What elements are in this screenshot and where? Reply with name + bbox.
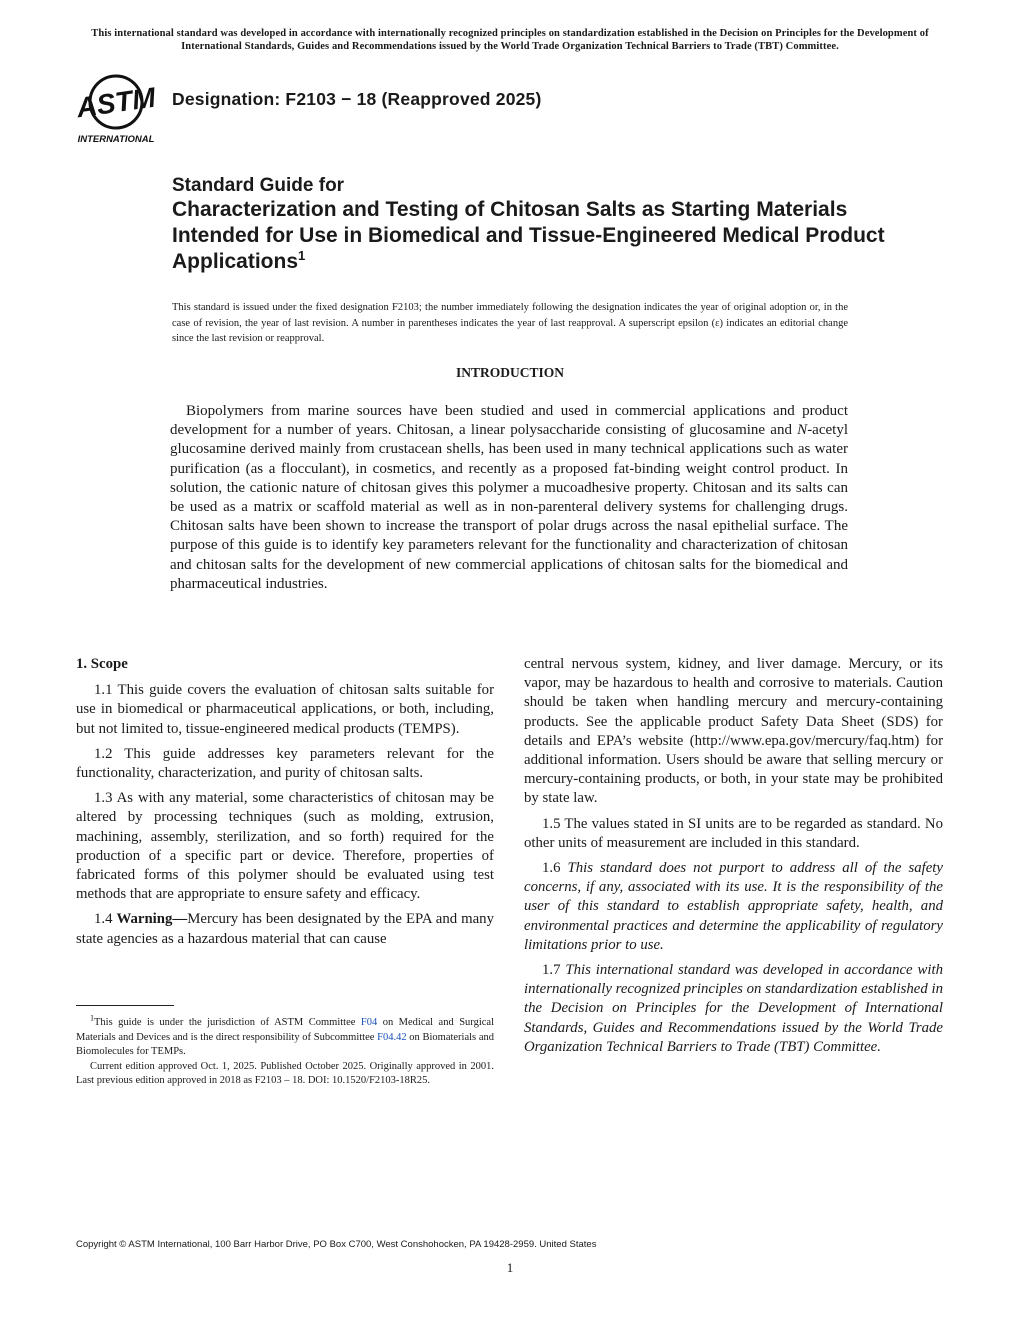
title-main-text: Characterization and Testing of Chitosan Salts as Starting Materials Intended for Use in Biomedical and Tissue-Engineered Medical Product Applications: [172, 198, 885, 273]
footnote-text-a: This guide is under the jurisdiction of ASTM Committee: [94, 1017, 361, 1028]
para-1-4-continued: central nervous system, kidney, and liver damage. Mercury, or its vapor, may be hazardous to health and corrosive to materials. Caution should be taken when handling mercury and mercury-containing products. See the applicable product Safety Data Sheet (SDS) for details and EPA’s website (http://www.epa.gov/mercury/faq.htm) for additional information. Users should be aware that selling mercury or mercury-containing products, or both, in your state may be prohibited by state law.: [524, 656, 943, 807]
intro-italic: N: [797, 422, 808, 439]
para-1-7: [524, 961, 943, 1057]
para-1-4-num: 1.4: [94, 911, 117, 928]
para-1-2: 1.2 This guide addresses key parameters relevant for the functionality, characterization, and purity of chitosan salts.: [76, 745, 494, 782]
designation: Designation: F2103 − 18 (Reapproved 2025): [172, 89, 542, 109]
subcommittee-link[interactable]: F04.42: [377, 1031, 407, 1043]
para-1-7-num: 1.7: [542, 962, 566, 979]
left-column: [76, 655, 494, 955]
para-1-5: 1.5 The values stated in SI units are to be regarded as standard. No other units of measurement are included in this standard.: [524, 815, 943, 851]
intro-text-a: Biopolymers from marine sources have been studied and used in commercial applications and product development for a number of years. Chitosan, a linear polysaccharide consisting of glucosamine and: [170, 403, 848, 439]
copyright: Copyright © ASTM International, 100 Barr Harbor Drive, PO Box C700, West Conshohocken, PA 19428-2959. United States: [76, 1239, 597, 1250]
para-1-3: 1.3 As with any material, some characteristics of chitosan may be altered by processing techniques (such as molding, extrusion, machining, assembly, sterilization, and so forth) required for the production of a specific part or device. Therefore, properties of fabricated forms of this polymer should be evaluated using test methods that are appropriate to ensure safety and efficacy.: [76, 790, 494, 903]
logo-text: ASTM: [74, 81, 158, 124]
issued-note: This standard is issued under the fixed designation F2103; the number immediately following the designation indicates the year of original adoption or, in the case of revision, the year of last revision. A number in parentheses indicates the year of last reapproval. A superscript epsilon (ε) indicates an editorial change since the last revision or reapproval.: [172, 302, 848, 344]
footnote-rule: [76, 1005, 174, 1006]
para-1-4: [76, 910, 494, 948]
committee-link[interactable]: F04: [360, 1017, 378, 1028]
footnote: [76, 1013, 494, 1089]
footnote-current-edition: Current edition approved Oct. 1, 2025. Published October 2025. Originally approved in 2001. Last previous edition approved in 2018 as F2103 – 18. DOI: 10.1520/F2103-18R25.: [76, 1060, 494, 1086]
top-notice: This international standard was developed in accordance with internationally recognized principles on standardization established in the Decision on Principles for the Development of International Standards, Guides and Recommendations issued by the World Trade Organization Technical Barriers to Trade (TBT) Committee.: [91, 28, 929, 52]
footnote-text-c: on Biomaterials and Biomolecules for TEMPs.: [76, 1031, 494, 1057]
footnote-text-b: on Medical and Surgical Materials and Devices and is the direct responsibility of Subcommittee: [76, 1017, 494, 1043]
title-main: [172, 197, 892, 275]
para-1-7-text: This international standard was developed in accordance with internationally recognized principles on standardization established in the Decision on Principles for the Development of International Standards, Guides and Recommendations issued by the World Trade Organization Technical Barriers to Trade (TBT) Committee.: [524, 962, 943, 1055]
logo-subtext: INTERNATIONAL: [77, 134, 155, 145]
introduction-paragraph: [170, 402, 848, 594]
para-1-6-text: This standard does not purport to address all of the safety concerns, if any, associated with its use. It is the responsibility of the user of this standard to establish appropriate safety, health, and environmental practices and determine the applicability of regulatory limitations prior to use.: [524, 860, 943, 953]
page-number: 1: [506, 1260, 514, 1275]
para-1-6-num: 1.6: [542, 860, 568, 877]
footnote-mark: 1: [90, 1013, 94, 1023]
right-column: [524, 655, 943, 1063]
astm-logo: [72, 72, 162, 148]
introduction-heading: INTRODUCTION: [455, 365, 564, 380]
title-block: [172, 175, 892, 275]
para-1-6: [524, 859, 943, 955]
footnote-jurisdiction: [76, 1013, 494, 1060]
warning-label: Warning—: [116, 911, 188, 928]
intro-text-b: -acetyl glucosamine derived mainly from crustacean shells, has been used in many technical applications such as water purification (as a flocculant), in cosmetics, and recently as a proposed fat-binding weight control product. In solution, the cationic nature of chitosan gives this polymer a mucoadhesive property. Chitosan and its salts can be used as a matrix or scaffold material as well as in non-parenteral delivery systems for challenging drugs. Chitosan salts have been shown to increase the transport of polar drugs across the nasal epithelial surface. The purpose of this guide is to identify key parameters relevant for the functionality and characterization of chitosan and chitosan salts for the development of new commercial applications of chitosan salts for the biomedical and pharmaceutical industries.: [170, 422, 848, 592]
introduction-body: [170, 402, 848, 594]
para-1-1: 1.1 This guide covers the evaluation of chitosan salts suitable for use in biomedical or pharmaceutical applications, or both, including, but not limited to, tissue-engineered medical products (TEMPS).: [76, 682, 494, 737]
title-pre: Standard Guide for: [172, 175, 345, 196]
title-footnote-mark: 1: [298, 248, 306, 263]
scope-heading: 1. Scope: [76, 656, 128, 672]
para-1-4-text: Mercury has been designated by the EPA and many state agencies as a hazardous material that can cause: [76, 911, 494, 947]
